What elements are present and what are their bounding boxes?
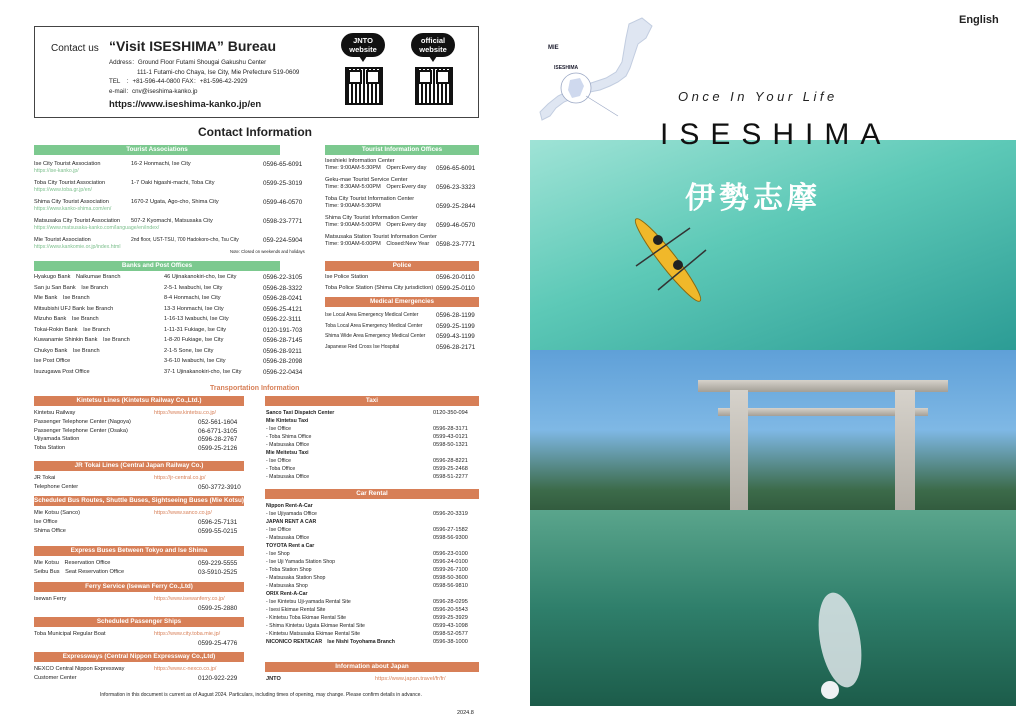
car-line-tel[interactable]: 0598-56-9300 bbox=[433, 535, 468, 541]
bus-header: Scheduled Bus Routes, Shuttle Buses, Sightseeing Buses (Mie Kotsu) bbox=[34, 497, 244, 504]
tourist-assoc-name: Mie Tourist Association bbox=[34, 237, 91, 243]
car-line-name: NICONICO RENTACAR Ise Nishi Toyohama Branch bbox=[266, 639, 395, 645]
jr-item-name: Telephone Center bbox=[34, 483, 79, 490]
car-line-name: JAPAN RENT A CAR bbox=[266, 519, 317, 525]
official-website-bubble: official website bbox=[411, 33, 455, 57]
expressways-item-name: Customer Center bbox=[34, 674, 77, 681]
tourist-assoc-address: 1670-2 Ugata, Ago-cho, Shima City bbox=[131, 199, 219, 205]
jr-header: JR Tokai Lines (Central Japan Railway Co.) bbox=[34, 461, 244, 471]
car-line-name: - Isesi Ekimae Rental Site bbox=[266, 607, 326, 613]
taxi-line-name: - Ise Office bbox=[266, 426, 291, 432]
tourist-info-name: Iseshieki Information Center bbox=[325, 158, 395, 164]
kayak-icon bbox=[530, 140, 1016, 350]
bank-name: Chukyo Bank Ise Branch bbox=[34, 347, 100, 354]
jr-item-value[interactable]: 050-3772-3910 bbox=[198, 483, 241, 491]
car-line-tel[interactable]: 0596-24-0100 bbox=[433, 559, 468, 565]
car-line-tel[interactable]: 0598-52-0577 bbox=[433, 631, 468, 637]
express-item-value[interactable]: 059-229-5555 bbox=[198, 560, 238, 567]
ferry-item-value[interactable]: https://www.isewanferry.co.jp/ bbox=[154, 596, 225, 602]
ferry-header: Ferry Service (Isewan Ferry Co.,Ltd) bbox=[34, 582, 244, 592]
tourist-assoc-address: 2nd floor, UST-TSU, 700 Hadokoro-cho, Tsu City bbox=[131, 237, 239, 243]
taxi-line-name: Sanco Taxi Dispatch Center bbox=[266, 410, 335, 416]
tourist-assoc-tel[interactable]: 0598-23-7771 bbox=[263, 218, 303, 225]
ferry-item-value[interactable]: 0599-25-2880 bbox=[198, 604, 238, 612]
kintetsu-header: Kintetsu Lines (Kintetsu Railway Co.,Ltd.) bbox=[34, 396, 244, 406]
car-line-name: - Shima Kintetsu Ugata Ekimae Rental Site bbox=[266, 623, 365, 629]
car-line-tel[interactable]: 0596-28-0295 bbox=[433, 599, 468, 605]
kintetsu-item-value[interactable]: 0596-28-2767 bbox=[198, 436, 238, 444]
bank-name: Kuwanamie Shinkin Bank Ise Branch bbox=[34, 337, 130, 343]
bank-name: Isuzugawa Post Office bbox=[34, 368, 90, 375]
taxi-line-name: Mie Kintetsu Taxi bbox=[266, 418, 309, 424]
tourist-info-name: Shima City Tourist Information Center bbox=[325, 215, 418, 221]
expressways-item-name: NEXCO Central Nippon Expressway bbox=[34, 666, 125, 672]
police-name: Ise Police Station bbox=[325, 274, 369, 280]
bank-address: 37-1 Ujinakanokiri-cho, Ise City bbox=[164, 368, 242, 375]
bureau-address bbox=[109, 58, 369, 96]
medical-header: Medical Emergencies bbox=[325, 297, 479, 307]
bank-address: 1-8-20 Fukiage, Ise City bbox=[164, 337, 224, 343]
cover-page bbox=[512, 0, 1024, 724]
medical-tel[interactable]: 0596-28-1199 bbox=[436, 312, 475, 319]
car-line-name: TOYOTA Rent a Car bbox=[266, 543, 315, 549]
tourist-info-time: Time: 9:00AM-5:30PM Open:Every day bbox=[325, 165, 427, 171]
tourist-assoc-url[interactable]: https://ise-kanko.jp/ bbox=[34, 168, 79, 174]
ama-diver-photo bbox=[530, 510, 1016, 706]
bank-tel[interactable]: 0596-25-4121 bbox=[263, 305, 303, 313]
address-line: Address：Ground Floor Futami Shougai Gakushu Center bbox=[109, 59, 267, 66]
bank-address: 8-4 Honmachi, Ise City bbox=[164, 295, 221, 301]
taxi-line-tel[interactable]: 0598-50-1321 bbox=[433, 442, 468, 448]
cover-photo bbox=[530, 140, 1016, 706]
tourist-assoc-address: 1-7 Oaki higashi-machi, Toba City bbox=[131, 180, 215, 186]
medical-name: Ise Local Area Emergency Medical Center bbox=[325, 312, 419, 318]
car-line-name: Nippon Rent-A-Car bbox=[266, 503, 313, 509]
bank-address: 3-6-10 Iwabuchi, Ise City bbox=[164, 358, 226, 364]
taxi-line-name: - Toba Shima Office bbox=[266, 434, 312, 440]
tourist-assoc-name: Toba City Tourist Association bbox=[34, 180, 106, 186]
bus-item-name: Shima Office bbox=[34, 527, 66, 534]
tourist-info-name: Geku-mae Tourist Service Center bbox=[325, 177, 408, 183]
car-line-tel[interactable]: 0599-43-1098 bbox=[433, 623, 468, 629]
bank-tel[interactable]: 0596-28-2098 bbox=[263, 358, 303, 365]
medical-name: Toba Local Area Emergency Medical Center bbox=[325, 322, 423, 329]
bank-tel[interactable]: 0596-28-3322 bbox=[263, 284, 303, 292]
police-name: Toba Police Station (Shima City jurisdiction) bbox=[325, 284, 434, 291]
tourist-assoc-tel[interactable]: 0599-46-0570 bbox=[263, 199, 303, 206]
kintetsu-item-name: Passenger Telephone Center (Nagoya) bbox=[34, 418, 131, 425]
jr-item-value[interactable]: https://jr-central.co.jp/ bbox=[154, 475, 206, 481]
taxi-line-tel[interactable]: 0599-43-0121 bbox=[433, 434, 468, 440]
kintetsu-item-name: Kintetsu Railway bbox=[34, 410, 76, 416]
issue-date: 2024.8 bbox=[457, 710, 474, 716]
email-line[interactable]: e-mail：cnv@iseshima-kanko.jp bbox=[109, 87, 198, 95]
taxi-line-name: Mie Meitetsu Taxi bbox=[266, 450, 309, 456]
bank-address: 2-5-1 Iwabuchi, Ise City bbox=[164, 284, 223, 291]
taxi-line-tel[interactable]: 0596-28-8221 bbox=[433, 458, 468, 464]
jnto-website-bubble: JNTO website bbox=[341, 33, 385, 57]
kintetsu-item-value[interactable]: 06-6771-3105 bbox=[198, 427, 238, 435]
taxi-line-tel[interactable]: 0598-51-2277 bbox=[433, 474, 468, 480]
bank-tel[interactable]: 0120-191-703 bbox=[263, 326, 303, 334]
car-line-tel[interactable]: 0598-50-3600 bbox=[433, 575, 468, 581]
car-line-tel[interactable]: 0596-20-5543 bbox=[433, 607, 468, 613]
ferry-item-name: Isewan Ferry bbox=[34, 596, 67, 602]
taxi-line-name: - Matsusaka Office bbox=[266, 474, 310, 480]
tel-fax-line: TEL ：+81-596-44-0800 FAX：+81-596-42-2929 bbox=[109, 78, 248, 86]
bank-tel[interactable]: 0596-22-3111 bbox=[263, 316, 302, 323]
tourist-info-time: Time: 9:00AM-5:00PM Open:Every day bbox=[325, 222, 427, 228]
taxi-line-name: - Matsusaka Office bbox=[266, 442, 310, 448]
car-rental-header: Car Rental bbox=[265, 489, 479, 499]
medical-tel[interactable]: 0599-25-1199 bbox=[436, 322, 475, 330]
ships-header: Scheduled Passenger Ships bbox=[34, 617, 244, 627]
car-line-tel[interactable]: 0599-26-7100 bbox=[433, 567, 468, 573]
tourist-info-time: Time: 9:00AM-6:00PM Closed:New Year bbox=[325, 241, 430, 247]
car-line-name: - Ise Office bbox=[266, 527, 291, 533]
japan-map-icon bbox=[534, 16, 670, 126]
car-line-tel[interactable]: 0596-27-1582 bbox=[433, 527, 468, 533]
expressways-header: Expressways (Central Nippon Expressway Co.,Ltd) bbox=[34, 652, 244, 662]
car-line-name: - Matsusaka Office bbox=[266, 535, 310, 541]
tagline: Once In Your Life bbox=[678, 89, 838, 104]
bureau-website-link[interactable]: https://www.iseshima-kanko.jp/en bbox=[109, 99, 262, 110]
police-header: Police bbox=[325, 261, 479, 271]
bank-name: Ise Post Office bbox=[34, 358, 71, 364]
bank-tel[interactable]: 0596-22-0434 bbox=[263, 368, 303, 376]
bank-name: Mie Bank Ise Branch bbox=[34, 295, 90, 301]
car-line-tel[interactable]: 0596-20-3319 bbox=[433, 511, 468, 517]
kintetsu-item-value[interactable]: 0599-25-2126 bbox=[198, 445, 238, 453]
language-label: English bbox=[959, 14, 999, 26]
car-line-name: - Ise Ujiyamada Office bbox=[266, 511, 317, 517]
banks-header: Banks and Post Offices bbox=[34, 261, 280, 271]
tourist-assoc-header: Tourist Associations bbox=[34, 145, 280, 155]
cover-kanji-title: 伊勢志摩 bbox=[685, 181, 821, 216]
tourist-assoc-url[interactable]: https://www.kankomie.or.jp/index.html bbox=[34, 244, 121, 250]
tourist-info-time: Time: 8:30AM-5:00PM Open:Every day bbox=[325, 184, 427, 190]
bus-item-value[interactable]: 0599-55-0215 bbox=[198, 527, 238, 535]
taxi-line-tel[interactable]: 0599-25-2468 bbox=[433, 466, 468, 472]
ships-item-value[interactable]: 0599-25-4776 bbox=[198, 639, 238, 647]
tourist-assoc-tel[interactable]: 059-224-5904 bbox=[263, 237, 303, 244]
car-line-name: - Matsusaka Station Shop bbox=[266, 575, 326, 581]
expressways-item-value[interactable]: https://www.c-nexco.co.jp/ bbox=[154, 666, 217, 672]
address-line-2: 111-1 Futami-cho Chaya, Ise City, Mie Prefecture 519-0609 bbox=[137, 68, 300, 76]
bank-name: Tokai-Rokin Bank Ise Branch bbox=[34, 326, 110, 333]
bank-name: Mitsubishi UFJ Bank Ise Branch bbox=[34, 305, 114, 312]
page-title: Contact Information bbox=[198, 125, 312, 139]
car-line-name: - Kintetsu Toba Ekimae Rental Site bbox=[266, 615, 347, 621]
kintetsu-item-value[interactable]: 052-561-1604 bbox=[198, 418, 238, 426]
tourist-assoc-name: Ise City Tourist Association bbox=[34, 161, 101, 167]
taxi-line-tel[interactable]: 0120-350-094 bbox=[433, 410, 468, 416]
tourist-assoc-name: Shima City Tourist Association bbox=[34, 199, 109, 205]
car-line-name: - Ise Kintetsu Uji-yamada Rental Site bbox=[266, 599, 351, 605]
medical-tel[interactable]: 0596-28-2171 bbox=[436, 343, 476, 351]
express-item-name: Seibu Bus Seat Reservation Office bbox=[34, 568, 125, 575]
map-iseshima-label: ISESHIMA bbox=[554, 65, 579, 71]
medical-tel[interactable]: 0599-43-1199 bbox=[436, 333, 475, 340]
bank-tel[interactable]: 0596-22-3105 bbox=[263, 274, 303, 281]
tourist-info-tel[interactable]: 0599-46-0570 bbox=[436, 222, 476, 229]
jnto-link[interactable]: https://www.japan.travel/fr/fr/ bbox=[375, 676, 446, 682]
bureau-name: “Visit ISESHIMA” Bureau bbox=[109, 38, 277, 54]
car-line-tel[interactable]: 0596-38-1000 bbox=[433, 639, 468, 645]
bank-address: 1-16-13 Iwabuchi, Ise City bbox=[164, 316, 229, 322]
car-line-name: ORIX Rent-A-Car bbox=[266, 591, 308, 597]
tourist-assoc-url[interactable]: https://www.matsusaka-kanko.com/language/en/index/ bbox=[34, 225, 160, 231]
car-line-name: - Ise Shop bbox=[266, 551, 290, 557]
taxi-header: Taxi bbox=[265, 396, 479, 406]
bank-address: 13-3 Honmachi, Ise City bbox=[164, 305, 224, 312]
bus-item-name: Mie Kotsu (Sanco) bbox=[34, 510, 81, 516]
tourist-info-tel[interactable]: 0598-23-7771 bbox=[436, 241, 476, 248]
cover-title: ISESHIMA bbox=[660, 118, 892, 151]
tourist-info-tel[interactable]: 0596-23-3323 bbox=[436, 184, 476, 191]
car-line-name: - Ise Uji Yamada Station Shop bbox=[266, 559, 336, 565]
tourist-assoc-tel[interactable]: 0599-25-3019 bbox=[263, 180, 303, 187]
jr-item-name: JR Tokai bbox=[34, 475, 56, 481]
japan-info-header: Information about Japan bbox=[265, 662, 479, 672]
bank-tel[interactable]: 0596-28-9211 bbox=[263, 347, 302, 355]
police-tel[interactable]: 0599-25-0110 bbox=[436, 284, 475, 292]
car-line-name: - Kintetsu Matsusaka Ekimae Rental Site bbox=[266, 631, 360, 637]
contact-box bbox=[34, 26, 479, 118]
express-item-name: Mie Kotsu Reservation Office bbox=[34, 560, 111, 566]
kintetsu-item-name: Ujiyamada Station bbox=[34, 436, 80, 443]
expressways-item-value[interactable]: 0120-922-229 bbox=[198, 674, 238, 682]
express-item-value[interactable]: 03-5910-2525 bbox=[198, 568, 238, 576]
car-line-tel[interactable]: 0598-56-9810 bbox=[433, 583, 468, 589]
bank-address: 1-11-31 Fukiage, Ise City bbox=[164, 326, 227, 333]
medical-name: Japanese Red Cross Ise Hospital bbox=[325, 343, 400, 350]
tourist-info-name: Toba City Tourist Information Center bbox=[325, 196, 415, 202]
bank-address: 2-1-5 Sone, Ise City bbox=[164, 347, 214, 354]
tourist-assoc-address: 16-2 Honmachi, Ise City bbox=[131, 161, 191, 167]
map-mie-label: MIE bbox=[548, 45, 559, 51]
car-line-name: - Matsusaka Shop bbox=[266, 583, 308, 589]
car-line-name: - Toba Station Shop bbox=[266, 567, 312, 573]
official-qr-code[interactable] bbox=[415, 67, 453, 105]
taxi-line-name: - Ise Office bbox=[266, 458, 291, 464]
tourist-assoc-url[interactable]: https://www.kanko-shima.com/en/ bbox=[34, 206, 112, 212]
ships-item-value[interactable]: https://www.city.toba.mie.jp/ bbox=[154, 631, 221, 637]
bus-item-value[interactable]: https://www.sanco.co.jp/ bbox=[154, 510, 212, 516]
sea-kayak-photo bbox=[530, 140, 1016, 350]
tourist-info-header: Tourist Information Offices bbox=[325, 145, 479, 155]
jnto-qr-code[interactable] bbox=[345, 67, 383, 105]
ships-item-name: Toba Municipal Regular Boat bbox=[34, 631, 106, 637]
bank-address: 46 Ujinakanokiri-cho, Ise City bbox=[164, 274, 237, 280]
tourist-info-tel[interactable]: 0596-65-6091 bbox=[436, 165, 476, 172]
tourist-info-tel[interactable]: 0599-25-2844 bbox=[436, 203, 476, 210]
kintetsu-item-name: Toba Station bbox=[34, 445, 66, 452]
closed-note: Note: Closed on weekends and holidays bbox=[230, 249, 305, 254]
bank-tel[interactable]: 0596-28-0241 bbox=[263, 295, 303, 302]
taxi-line-name: - Toba Office bbox=[266, 466, 296, 472]
footer-note: Information in this document is current as of August 2024. Particulars, including times of opening, may change. Please confirm details in advance. bbox=[100, 692, 422, 698]
medical-name: Shima Wide Area Emergency Medical Center bbox=[325, 333, 426, 339]
tourist-assoc-url[interactable]: https://www.toba.gr.jp/en/ bbox=[34, 187, 92, 193]
diver-icon bbox=[530, 510, 1016, 706]
kintetsu-item-name: Passenger Telephone Center (Osaka) bbox=[34, 427, 128, 434]
express-header: Express Buses Between Tokyo and Ise Shima bbox=[34, 546, 244, 556]
contact-label: Contact us bbox=[51, 43, 99, 54]
bus-item-value[interactable]: 0596-25-7131 bbox=[198, 518, 238, 526]
bank-tel[interactable]: 0596-28-7145 bbox=[263, 337, 303, 344]
car-line-tel[interactable]: 0596-23-0100 bbox=[433, 551, 468, 557]
tourist-assoc-name: Matsusaka City Tourist Association bbox=[34, 218, 121, 224]
tourist-info-time: Time: 9:00AM-5:30PM bbox=[325, 203, 381, 209]
tourist-assoc-address: 507-2 Kyomachi, Matsusaka City bbox=[131, 218, 213, 224]
police-tel[interactable]: 0596-20-0110 bbox=[436, 274, 475, 281]
taxi-line-tel[interactable]: 0596-28-3171 bbox=[433, 426, 468, 432]
bank-name: Mizuho Bank Ise Branch bbox=[34, 316, 99, 322]
bank-name: Hyakugo Bank Naikumae Branch bbox=[34, 274, 121, 280]
car-line-tel[interactable]: 0599-25-3929 bbox=[433, 615, 468, 621]
transport-title: Transportation Information bbox=[210, 385, 300, 392]
bus-item-name: Ise Office bbox=[34, 518, 58, 525]
bank-name: San ju San Bank Ise Branch bbox=[34, 284, 109, 291]
jnto-name: JNTO bbox=[266, 676, 281, 682]
kintetsu-item-value[interactable]: https://www.kintetsu.co.jp/ bbox=[154, 410, 217, 416]
tourist-info-name: Matsusaka Station Tourist Information Center bbox=[325, 234, 437, 240]
tourist-assoc-tel[interactable]: 0596-65-6091 bbox=[263, 161, 303, 168]
